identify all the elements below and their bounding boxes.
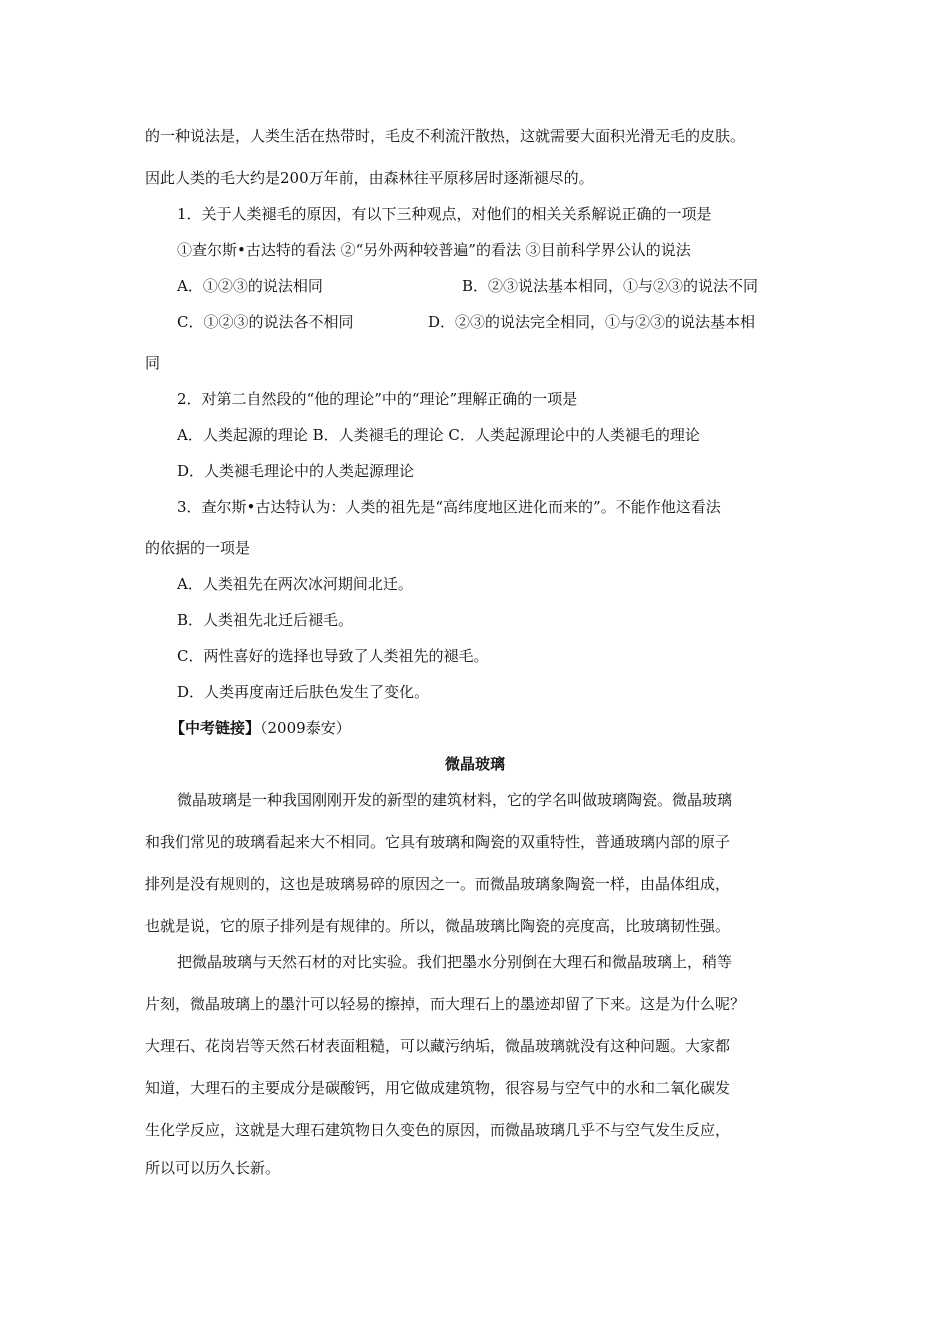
question-2-option-d: D．人类褪毛理论中的人类起源理论: [177, 462, 415, 480]
question-1-stem: 1．关于人类褪毛的原因，有以下三种观点，对他们的相关关系解说正确的一项是: [177, 205, 712, 223]
exam-link-source: （2009泰安）: [260, 719, 351, 737]
article-line: 片刻，微晶玻璃上的墨汁可以轻易的擦掉，而大理石上的墨迹却留了下来。这是为什么呢？: [145, 995, 746, 1013]
article-line: 把微晶玻璃与天然石材的对比实验。我们把墨水分别倒在大理石和微晶玻璃上，稍等: [177, 953, 733, 971]
article-line: 和我们常见的玻璃看起来大不相同。它具有玻璃和陶瓷的双重特性，普通玻璃内部的原子: [145, 833, 731, 851]
paragraph-line: 因此人类的毛大约是200万年前，由森林往平原移居时逐渐褪尽的。: [145, 169, 594, 187]
question-3-stem-continued: 的依据的一项是: [145, 539, 251, 557]
paragraph-line: 的一种说法是，人类生活在热带时，毛皮不利流汗散热，这就需要大面积光滑无毛的皮肤。: [145, 127, 746, 145]
question-1-option-c: C．①②③的说法各不相同: [177, 313, 354, 331]
article-line: 也就是说，它的原子排列是有规律的。所以，微晶玻璃比陶瓷的亮度高，比玻璃韧性强。: [145, 917, 731, 935]
question-1-option-b: B．②③说法基本相同，①与②③的说法不同: [462, 277, 759, 295]
question-2-stem: 2．对第二自然段的“他的理论”中的“理论”理解正确的一项是: [177, 390, 578, 408]
article-title: 微晶玻璃: [444, 755, 505, 773]
question-3-stem: 3．查尔斯•古达特认为：人类的祖先是“高纬度地区进化而来的”。不能作他这看法: [177, 498, 721, 516]
exam-link-label: 【中考链接】: [170, 719, 261, 737]
question-3-option-c: C．两性喜好的选择也导致了人类祖先的褪毛。: [177, 647, 489, 665]
article-line: 大理石、花岗岩等天然石材表面粗糙，可以藏污纳垢，微晶玻璃就没有这种问题。大家都: [145, 1037, 731, 1055]
question-2-options-abc: A．人类起源的理论 B．人类褪毛的理论 C．人类起源理论中的人类褪毛的理论: [177, 426, 700, 444]
question-1-option-d: D．②③的说法完全相同，①与②③的说法基本相: [428, 313, 756, 331]
question-3-option-d: D．人类再度南迁后肤色发生了变化。: [177, 683, 430, 701]
question-1-option-d-continued: 同: [145, 354, 161, 372]
question-3-option-a: A．人类祖先在两次冰河期间北迁。: [177, 575, 413, 593]
article-line: 所以可以历久长新。: [145, 1159, 281, 1177]
question-1-option-a: A．①②③的说法相同: [177, 277, 323, 295]
article-line: 排列是没有规则的，这也是玻璃易碎的原因之一。而微晶玻璃象陶瓷一样，由晶体组成，: [145, 875, 731, 893]
question-1-items: ①查尔斯•古达特的看法 ②“另外两种较普遍”的看法 ③目前科学界公认的说法: [177, 241, 691, 259]
article-line: 微晶玻璃是一种我国刚刚开发的新型的建筑材料，它的学名叫做玻璃陶瓷。微晶玻璃: [177, 791, 733, 809]
exam-link-heading: [170, 718, 351, 738]
article-line: 生化学反应，这就是大理石建筑物日久变色的原因，而微晶玻璃几乎不与空气发生反应，: [145, 1121, 731, 1139]
article-line: 知道，大理石的主要成分是碳酸钙，用它做成建筑物，很容易与空气中的水和二氧化碳发: [145, 1079, 731, 1097]
question-3-option-b: B．人类祖先北迁后褪毛。: [177, 611, 354, 629]
